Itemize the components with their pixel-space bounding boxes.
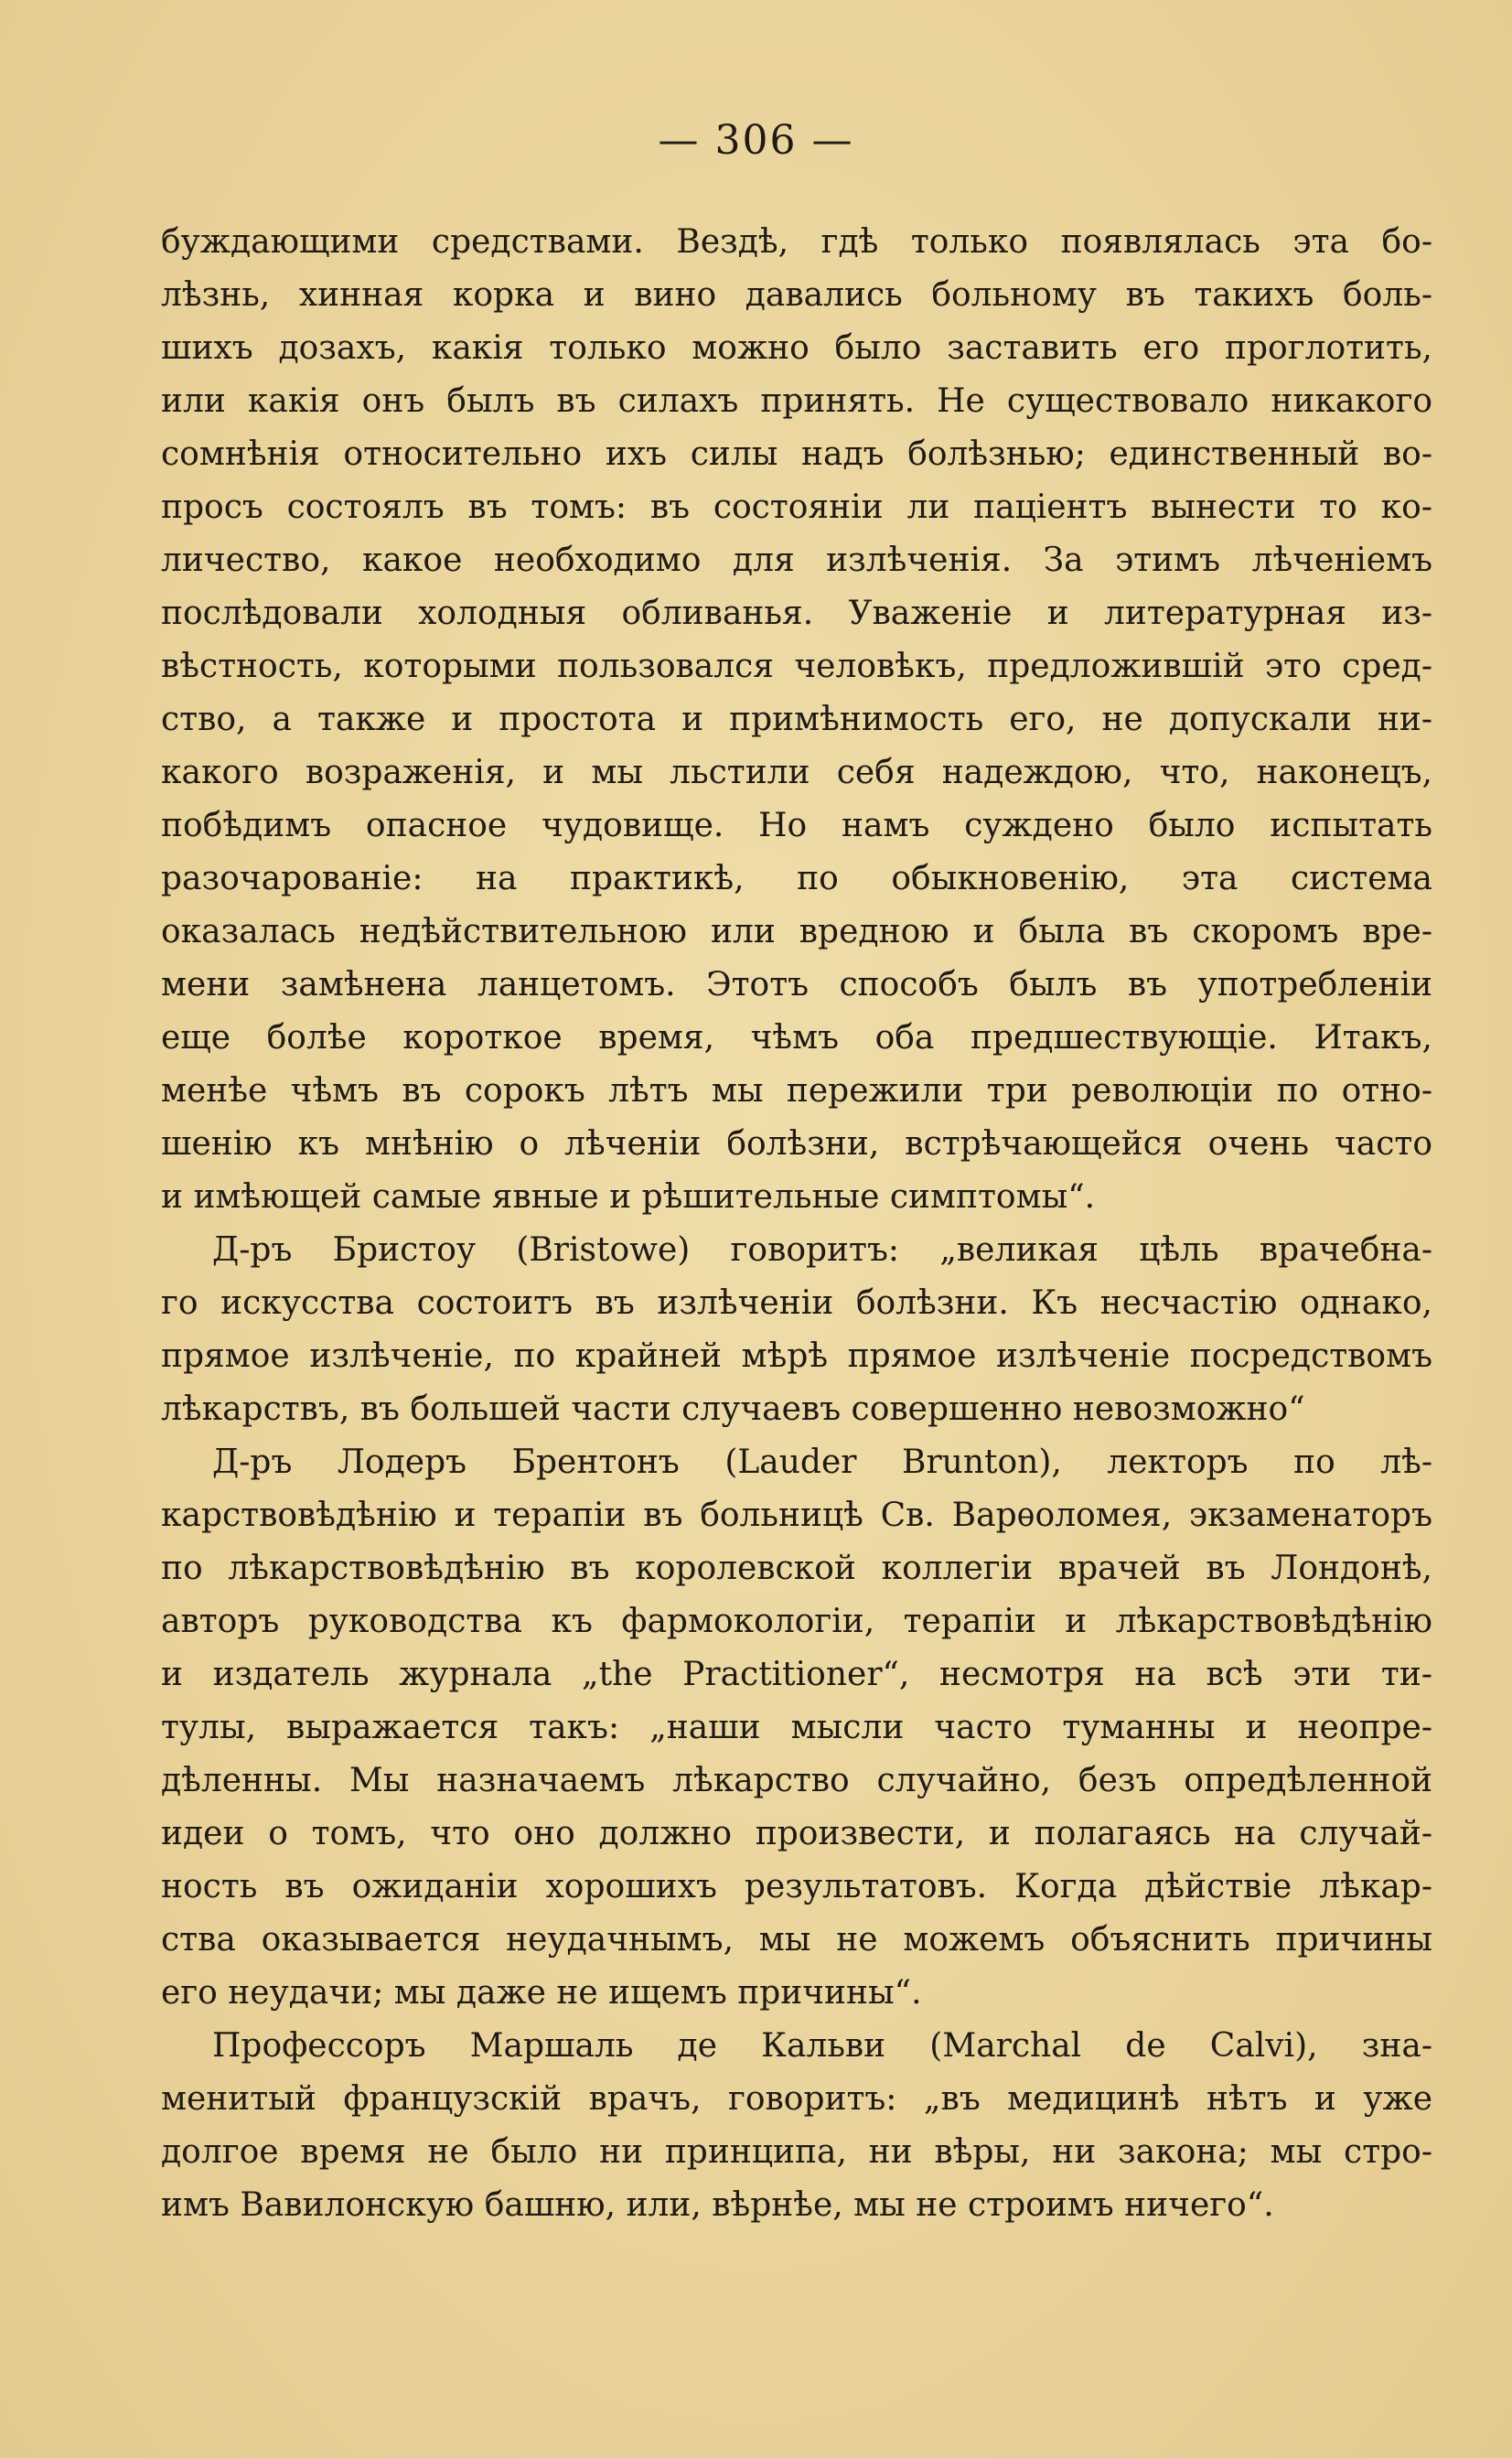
text-line: просъ состоялъ въ томъ: въ состояніи ли паціентъ вынести то ко- <box>161 488 1432 526</box>
text-line: имъ Вавилонскую башню, или, вѣрнѣе, мы не строимъ ничего“. <box>161 2186 1274 2224</box>
text-line: менѣе чѣмъ въ сорокъ лѣтъ мы пережили три революціи по отно- <box>161 1072 1432 1110</box>
text-line: Профессоръ Маршаль де Кальви (Marchal de Calvi), зна- <box>212 2027 1432 2065</box>
text-line: го искусства состоитъ въ излѣченіи болѣзни. Къ несчастію однако, <box>161 1284 1432 1322</box>
text-line: какого возраженія, и мы льстили себя надеждою, что, наконецъ, <box>161 754 1432 791</box>
text-line: идеи о томъ, что оно должно произвести, и полагаясь на случай- <box>161 1815 1432 1852</box>
text-line: долгое время не было ни принципа, ни вѣры, ни закона; мы стро- <box>161 2133 1432 2171</box>
text-line: шихъ дозахъ, какія только можно было заставить его проглотить, <box>161 329 1432 367</box>
text-line: вѣстность, которыми пользовался человѣкъ, предложившій это сред- <box>161 648 1432 685</box>
text-line: или какія онъ былъ въ силахъ принять. Не существовало никакого <box>161 382 1432 420</box>
text-line: буждающими средствами. Вездѣ, гдѣ только появлялась эта бо- <box>161 223 1432 261</box>
text-line: лѣзнь, хинная корка и вино давались больному въ такихъ боль- <box>161 276 1432 314</box>
text-line: ность въ ожиданіи хорошихъ результатовъ. Когда дѣйствіе лѣкар- <box>161 1868 1432 1905</box>
text-line: и издатель журнала „the Practitioner“, несмотря на всѣ эти ти- <box>161 1656 1432 1693</box>
text-line: разочарованіе: на практикѣ, по обыкновенію, эта система <box>161 860 1432 897</box>
text-line: личество, какое необходимо для излѣченія. За этимъ лѣченіемъ <box>161 542 1432 579</box>
text-line: дѣленны. Мы назначаемъ лѣкарство случайно, безъ опредѣленной <box>161 1762 1432 1799</box>
text-line: Д-ръ Лодеръ Брентонъ (Lauder Brunton), лекторъ по лѣ- <box>212 1444 1432 1481</box>
text-line: лѣкарствъ, въ большей части случаевъ совершенно невозможно“ <box>161 1390 1305 1428</box>
text-line: авторъ руководства къ фармокологіи, терапіи и лѣкарствовѣдѣнію <box>161 1603 1432 1640</box>
text-line: еще болѣе короткое время, чѣмъ оба предшествующіе. Итакъ, <box>161 1019 1432 1057</box>
text-line: мени замѣнена ланцетомъ. Этотъ способъ былъ въ употребленіи <box>161 966 1432 1004</box>
text-line: Д-ръ Бристоу (Bristowe) говоритъ: „великая цѣль врачебна- <box>212 1231 1432 1269</box>
text-line: сомнѣнія относительно ихъ силы надъ болѣзнью; единственный во- <box>161 435 1432 473</box>
page-number: — 306 — <box>658 117 854 164</box>
text-line: его неудачи; мы даже не ищемъ причины“. <box>161 1974 922 2012</box>
text-line: по лѣкарствовѣдѣнію въ королевской коллегіи врачей въ Лондонѣ, <box>161 1550 1432 1587</box>
text-line: послѣдовали холодныя обливанья. Уваженіе и литературная из- <box>161 595 1432 632</box>
text-line: тулы, выражается такъ: „наши мысли часто туманны и неопре- <box>161 1709 1432 1746</box>
text-line: ство, а также и простота и примѣнимость его, не допускали ни- <box>161 701 1432 738</box>
text-line: и имѣющей самые явные и рѣшительные симптомы“. <box>161 1178 1096 1216</box>
text-line: прямое излѣченіе, по крайней мѣрѣ прямое излѣченіе посредствомъ <box>161 1337 1432 1375</box>
text-line: карствовѣдѣнію и терапіи въ больницѣ Св. Варѳоломея, экзаменаторъ <box>161 1497 1432 1534</box>
text-line: ства оказывается неудачнымъ, мы не можемъ объяснить причины <box>161 1921 1432 1959</box>
text-line: оказалась недѣйствительною или вредною и была въ скоромъ вре- <box>161 913 1432 950</box>
text-line: менитый французскій врачъ, говоритъ: „въ медицинѣ нѣтъ и уже <box>161 2080 1432 2118</box>
body-text <box>161 216 1432 2232</box>
text-line: побѣдимъ опасное чудовище. Но намъ суждено было испытать <box>161 807 1432 844</box>
text-line: шенію къ мнѣнію о лѣченіи болѣзни, встрѣчающейся очень часто <box>161 1125 1432 1163</box>
